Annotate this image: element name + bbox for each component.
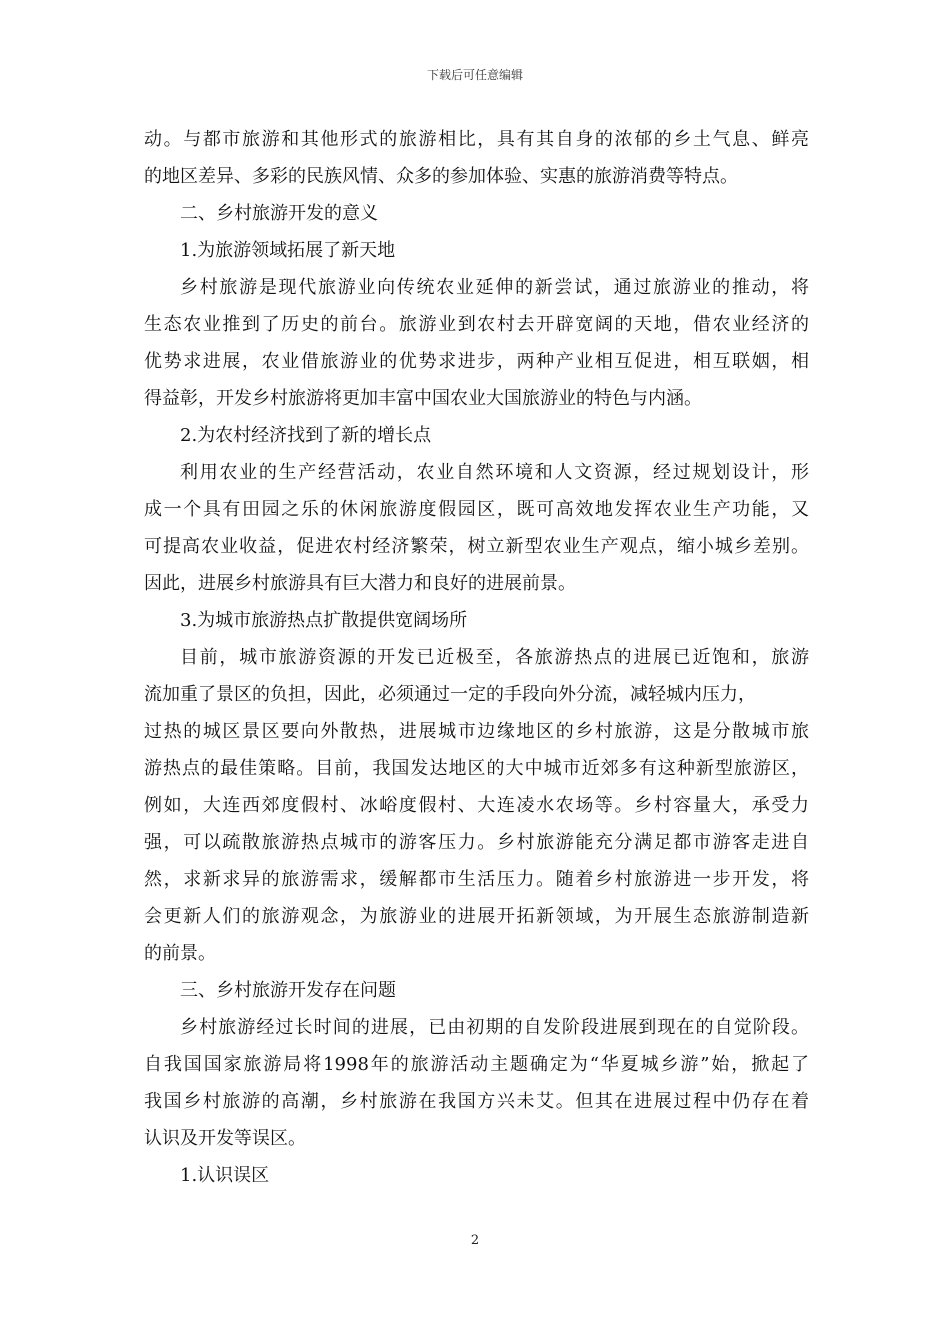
paragraph-line: 优势求进展，农业借旅游业的优势求进步，两种产业相互促进，相互联姻，相 xyxy=(144,351,809,372)
subsection-heading: 3.为城市旅游热点扩散提供宽阔场所 xyxy=(180,610,468,631)
paragraph-line: 生态农业推到了历史的前台。旅游业到农村去开辟宽阔的天地，借农业经济的 xyxy=(144,314,809,335)
section-heading: 三、乡村旅游开发存在问题 xyxy=(180,980,396,1001)
subsection-heading: 2.为农村经济找到了新的增长点 xyxy=(180,425,432,446)
paragraph-line: 例如，大连西郊度假村、冰峪度假村、大连凌水农场等。乡村容量大，承受力 xyxy=(144,795,809,816)
paragraph-line: 认识及开发等误区。 xyxy=(144,1128,306,1149)
paragraph-line: 流加重了景区的负担，因此，必须通过一定的手段向外分流，减轻城内压力， xyxy=(144,684,756,705)
paragraph-line: 过热的城区景区要向外散热，进展城市边缘地区的乡村旅游，这是分散城市旅 xyxy=(144,721,809,742)
paragraph-line: 乡村旅游是现代旅游业向传统农业延伸的新尝试，通过旅游业的推动，将 xyxy=(180,277,809,298)
paragraph-line: 成一个具有田园之乐的休闲旅游度假园区，既可高效地发挥农业生产功能，又 xyxy=(144,499,809,520)
paragraph-line: 乡村旅游经过长时间的进展，已由初期的自发阶段进展到现在的自觉阶段。 xyxy=(180,1017,809,1038)
paragraph-line: 目前，城市旅游资源的开发已近极至，各旅游热点的进展已近饱和，旅游 xyxy=(180,647,809,668)
paragraph-line: 我国乡村旅游的高潮，乡村旅游在我国方兴未艾。但其在进展过程中仍存在着 xyxy=(144,1091,809,1112)
paragraph-line: 游热点的最佳策略。目前，我国发达地区的大中城市近郊多有这种新型旅游区， xyxy=(144,758,809,779)
paragraph-line: 可提高农业收益，促进农村经济繁荣，树立新型农业生产观点，缩小城乡差别。 xyxy=(144,536,809,557)
paragraph-line: 的地区差异、多彩的民族风情、众多的参加体验、实惠的旅游消费等特点。 xyxy=(144,166,738,187)
paragraph-line: 利用农业的生产经营活动，农业自然环境和人文资源，经过规划设计，形 xyxy=(180,462,809,483)
paragraph-line: 自我国国家旅游局将1998年的旅游活动主题确定为“华夏城乡游”始，掀起了 xyxy=(144,1054,809,1075)
paragraph-line: 的前景。 xyxy=(144,943,216,964)
paragraph-line: 因此，进展乡村旅游具有巨大潜力和良好的进展前景。 xyxy=(144,573,576,594)
subsection-heading: 1.为旅游领域拓展了新天地 xyxy=(180,240,396,261)
page-header-note: 下载后可任意编辑 xyxy=(426,68,523,82)
paragraph-line: 强，可以疏散旅游热点城市的游客压力。乡村旅游能充分满足都市游客走进自 xyxy=(144,832,809,853)
body-text xyxy=(144,121,809,1194)
paragraph-line: 然，求新求异的旅游需求，缓解都市生活压力。随着乡村旅游进一步开发，将 xyxy=(144,869,809,890)
paragraph-line: 得益彰，开发乡村旅游将更加丰富中国农业大国旅游业的特色与内涵。 xyxy=(144,388,702,409)
paragraph-line: 动。与都市旅游和其他形式的旅游相比，具有其自身的浓郁的乡土气息、鲜亮 xyxy=(144,129,809,150)
subsection-heading: 1.认识误区 xyxy=(180,1165,270,1186)
section-heading: 二、乡村旅游开发的意义 xyxy=(180,203,378,224)
page-number: 2 xyxy=(470,1233,480,1248)
paragraph-line: 会更新人们的旅游观念，为旅游业的进展开拓新领域，为开展生态旅游制造新 xyxy=(144,906,809,927)
